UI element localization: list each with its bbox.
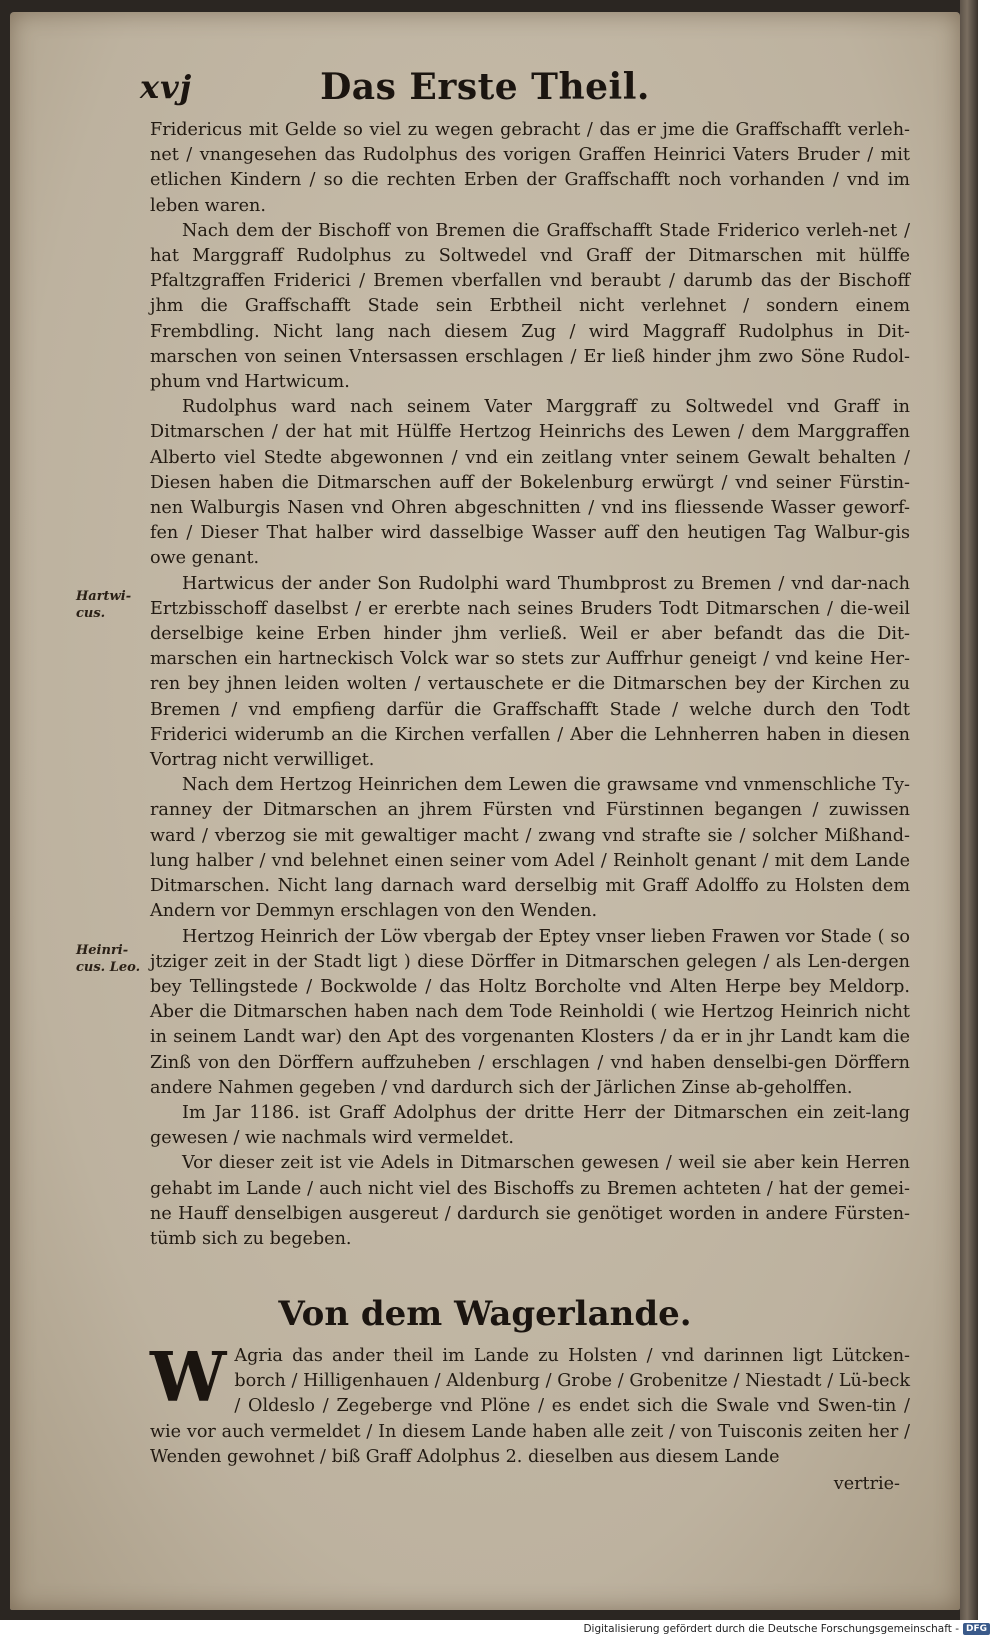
paragraph: Vor dieser zeit ist vie Adels in Ditmarschen gewesen / weil sie aber kein Herren gehabt im Lande / auch nicht viel des Bischoffs zu Bremen achteten / hat der gemei-ne Hauff denselbigen ausgereut / dardurch sie genötiget worden in andere Fürsten-tümb sich zu begeben. — [150, 1153, 910, 1249]
section-text — [150, 1338, 910, 1470]
paragraph: Nach dem der Bischoff von Bremen die Graffschafft Stade Friderico verleh-net / hat Marggraff Rudolphus zu Soltwedel vnd Graff der Ditmarschen mit hülffe Pfaltzgraffen Friderici / Bremen vberfallen vnd beraubt / darumb das der Bischoff jhm die Graffschafft Stade sein Erbtheil nicht verlehnet / sondern einem Frembdling. Nicht lang nach diesem Zug / wird Maggraff Rudolphus in Dit-marschen von seinen Vntersassen erschlagen / Er ließ hinder jhm zwo Söne Rudol-phum vnd Hartwicum. — [150, 220, 910, 393]
paragraph: Hartwicus der ander Son Rudolphi ward Thumbprost zu Bremen / vnd dar-nach Ertzbisschoff daselbst / er ererbte nach seines Bruders Todt Ditmarschen / die-weil derselbige keine Erben hinder jhm verließ. Weil er aber befandt das die Dit-marschen ein hartneckisch Volck war so stets zur Auffrhur geneigt / vnd keine Her-ren bey jhnen leiden wolten / vertauschete er die Ditmarschen bey der Kirchen zu Bremen / vnd empfieng darfür die Graffschafft Stade / welche durch den Todt Friderici widerumb an die Kirchen verfallen / Aber die Lehnherren haben in diesen Vortrag nicht verwilliget. — [150, 573, 910, 771]
digitization-credit — [583, 1621, 990, 1637]
book-edge — [960, 0, 978, 1620]
paragraph: Hertzog Heinrich der Löw vbergab der Eptey vnser lieben Frawen vor Stade ( so jtziger zeit in der Stadt ligt ) diese Dörffer in Ditmarschen gelegen / als Len-dergen bey Tellingstede / Bockwolde / das Holtz Borcholte vnd Alten Herpe bey Meldorp. Aber die Ditmarschen haben nach dem Tode Reinholdi ( wie Hertzog Heinrich nicht in seinem Landt war) den Apt des vorgenanten Klosters / da er in jhr Landt kam die Zinß von den Dörffern auffzuheben / erschlagen / vnd haben denselbi-gen Dörffern andere Nahmen gegeben / vnd dardurch sich der Järlichen Zinse ab-geholffen. — [150, 926, 910, 1098]
page-number: xvj — [140, 68, 193, 106]
drop-initial: W — [150, 1338, 227, 1418]
margin-note-hartwicus: Hartwi-cus. — [76, 589, 132, 621]
paragraph: Rudolphus ward nach seinem Vater Marggraff zu Soltwedel vnd Graff in Ditmarschen / der hat mit Hülffe Hertzog Heinrichs des Lewen / dem Marggraffen Alberto viel Stedte abgewonnen / vnd ein zeitlang vnter seinem Gewalt behalten / Diesen haben die Ditmarschen auff der Bokelenburg erwürgt / vnd seiner Fürstin-nen Walburgis Nasen vnd Ohren abgeschnitten / vnd ins fliessende Wasser geworf-fen / Dieser That halber wird dasselbige Wasser auff den heutigen Tag Walbur-gis owe genant. — [150, 397, 910, 569]
margin-note-heinricus: Heinri-cus. Leo. — [76, 943, 141, 975]
credit-text: Digitalisierung gefördert durch die Deutsche Forschungsgemeinschaft - — [583, 1623, 959, 1635]
running-title: Das Erste Theil. — [320, 66, 650, 108]
section-paragraph: Agria das ander theil im Lande zu Holsten / vnd darinnen ligt Lütcken-borch / Hilligenhauen / Aldenburg / Grobe / Grobenitze / Niestadt / Lü-beck / Oldeslo / Zegeberge vnd Plöne / es endet sich die Swale vnd Swen-tin / wie vor auch vermeldet / In diesem Lande haben alle zeit / von Tuisconis zeiten her / Wenden gewohnet / biß Graff Adolphus 2. dieselben aus diesem Lande — [150, 1346, 910, 1467]
book-page — [10, 12, 960, 1610]
section-heading: Von dem Wagerlande. — [278, 1294, 692, 1334]
paragraph: Nach dem Hertzog Heinrichen dem Lewen die grawsame vnd vnmenschliche Ty-ranney der Ditmarschen an jhrem Fürsten vnd Fürstinnen begangen / zuwissen ward / vberzog sie mit gewaltiger macht / zwang vnd strafte sie / solcher Mißhand-lung halber / vnd belehnet einen seiner vom Adel / Reinholt genant / mit dem Lande Ditmarschen. Nicht lang darnach ward derselbig mit Graff Adolffo zu Holsten dem Andern vor Demmyn erschlagen von den Wenden. — [150, 775, 910, 922]
paragraph: Fridericus mit Gelde so viel zu wegen gebracht / das er jme die Graffschafft verleh-net / vnangesehen das Rudolphus des vorigen Graffen Heinrici Vaters Bruder / mit etlichen Kindern / so die rechten Erben der Graffschafft noch vorhanden / vnd im leben waren. — [150, 120, 910, 216]
dfg-logo-icon: DFG — [963, 1623, 990, 1635]
catchword: vertrie- — [833, 1474, 900, 1494]
body-text — [150, 118, 910, 1252]
page-header — [10, 66, 960, 118]
paragraph: Im Jar 1186. ist Graff Adolphus der dritte Herr der Ditmarschen ein zeit-lang gewesen / wie nachmals wird vermeldet. — [150, 1102, 910, 1149]
